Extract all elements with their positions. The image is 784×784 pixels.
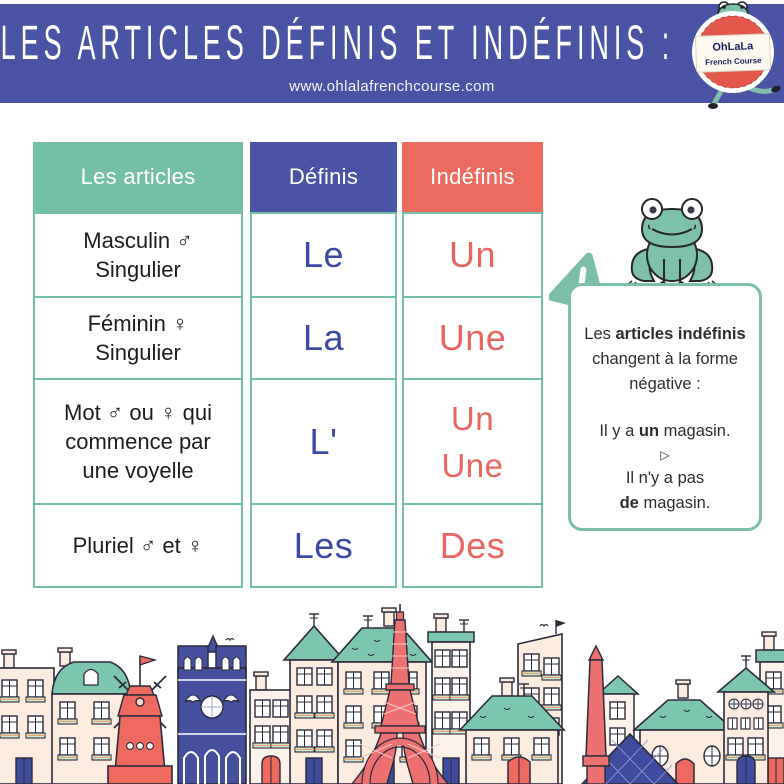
article-indefini: Un [448,234,497,275]
building [0,650,54,784]
column-indefinis [402,142,543,566]
article-indefini: Une [441,446,504,484]
category-text: une voyelle [82,458,194,483]
table-row [404,378,541,503]
table-row [404,214,541,296]
category-text: Féminin ♀ [87,311,189,336]
table-row [35,296,241,378]
paris-skyline-illustration [0,598,784,784]
table-row [404,296,541,378]
column-definis [250,142,397,566]
note-line: Il n'y a pas [625,469,705,487]
page-title: LES ARTICLES DÉFINIS ET INDÉFINIS : [0,15,675,70]
arrow-icon: ▷ [660,448,670,462]
note-line: de magasin. [619,494,711,512]
category-text: Masculin ♂ [83,228,193,253]
articles-table [33,142,543,588]
category-text: Singulier [95,340,181,365]
table-row [404,503,541,586]
article-defini: Le [302,234,345,275]
note-line: négative : [629,375,701,393]
notre-dame [178,636,246,784]
article-defini: L' [309,420,338,462]
header-definis: Définis [250,142,397,212]
article-indefini: Des [439,524,506,566]
category-text: Singulier [95,257,181,282]
frog-mascot [624,197,720,287]
article-defini: La [302,317,345,358]
category-text: Mot ♂ ou ♀ qui [64,400,212,425]
article-indefini: Une [438,317,507,358]
note-line: Les articles indéfinis [584,325,746,343]
logo-line2: French Course [704,56,762,67]
building [284,614,344,784]
brand-logo [683,0,783,112]
logo-line1: OhLaLa [712,40,754,54]
category-text: Pluriel ♂ et ♀ [72,533,204,558]
header-les-articles: Les articles [33,142,243,212]
note-line: changent à la forme [592,350,738,368]
frog-icon [624,197,720,287]
article-indefini: Un [450,399,495,437]
website-url[interactable]: www.ohlalafrenchcourse.com [289,78,495,95]
table-row [35,214,241,296]
article-defini: Les [293,524,354,566]
table-row [252,296,395,378]
column-categories [33,142,243,558]
category-text: commence par [65,429,211,454]
table-row [252,503,395,586]
badge-sign [695,34,770,73]
table-row [252,378,395,503]
logo-frog-badge-icon [683,0,783,112]
header-indefinis: Indéfinis [402,142,543,212]
note-line: Il y a un magasin. [599,422,731,440]
table-row [35,503,241,586]
header-banner [0,4,784,103]
building [250,672,292,784]
table-row [252,214,395,296]
grammar-note [568,283,762,531]
spacer [571,397,759,419]
table-row [35,378,241,503]
